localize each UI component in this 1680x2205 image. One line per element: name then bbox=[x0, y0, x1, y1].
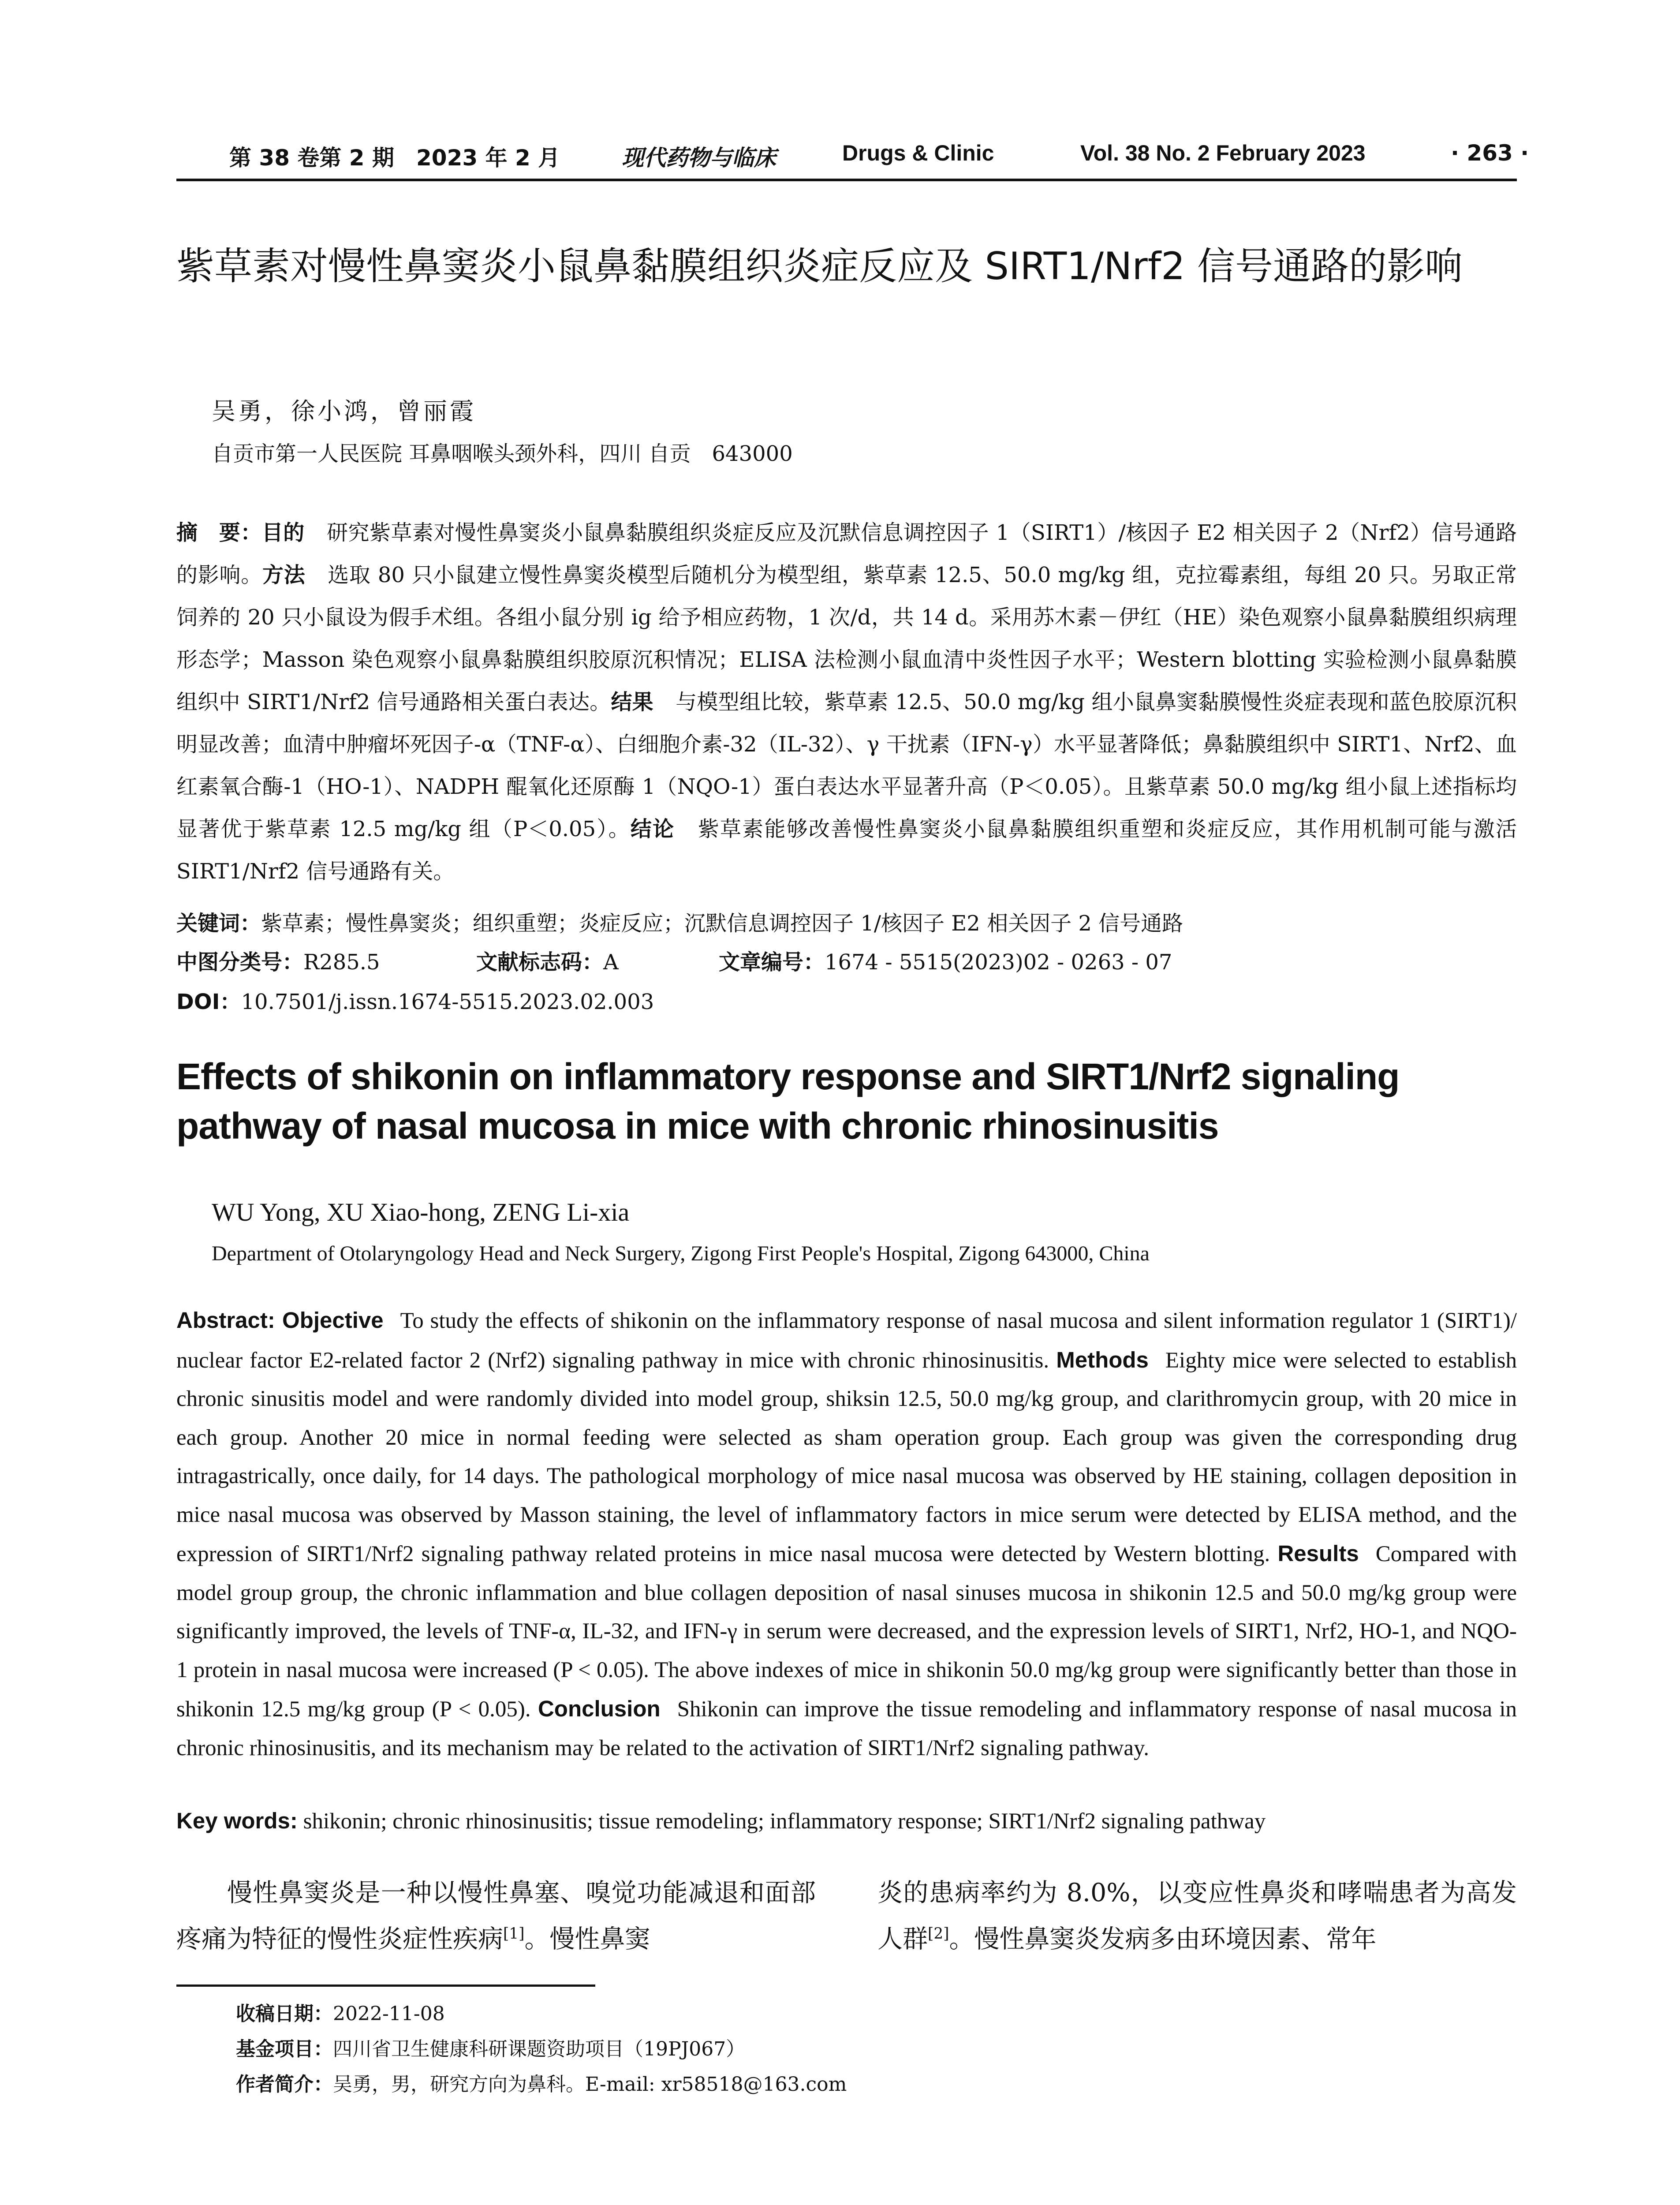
clc-label: 中图分类号： bbox=[176, 950, 304, 975]
en-abstract bbox=[176, 1301, 1517, 1768]
en-results-label: Results bbox=[1277, 1541, 1359, 1566]
zh-affiliation: 自贡市第一人民医院 耳鼻咽喉头颈外科，四川 自贡 643000 bbox=[212, 441, 793, 466]
zh-keywords-text: 紫草素；慢性鼻窦炎；组织重塑；炎症反应；沉默信息调控因子 1/核因子 E2 相关因子 2 信号通路 bbox=[261, 911, 1183, 936]
author-bio-text: 吴勇，男，研究方向为鼻科。E-mail: xr58518@163.com bbox=[333, 2073, 847, 2096]
zh-abstract bbox=[176, 512, 1517, 893]
zh-keywords bbox=[176, 904, 1517, 943]
zh-objective-label: 目的 bbox=[261, 520, 305, 545]
header-journal-en: Drugs & Clinic bbox=[842, 141, 994, 165]
en-methods-text: Eighty mice were selected to establish chronic sinusitis model and were randomly divided into model group, shiksin 12.5, 50.0 mg/kg group, and clarithromycin group, with 20 mice in each group. Another 20 mice in normal feeding were selected as sham operation group. Each group was given the corresponding drug intragastrically, once daily, for 14 days. The pathological morphology of mice nasal mucosa was observed by HE staining, collagen deposition in mice nasal mucosa was observed by Masson staining, the level of inflammatory factors in mice serum were detected by ELISA method, and the expression of SIRT1/Nrf2 signaling pathway related proteins in mice nasal mucosa were detected by Western blotting. bbox=[176, 1348, 1517, 1566]
doi-line bbox=[176, 985, 654, 1015]
doi-value: 10.7501/j.issn.1674-5515.2023.02.003 bbox=[241, 990, 654, 1014]
zh-results-label: 结果 bbox=[611, 690, 653, 714]
body-right-text: 炎的患病率约为 8.0%，以变应性鼻炎和哮喘患者为高发人群 bbox=[877, 1878, 1517, 1954]
article-no-value: 1674 - 5515(2023)02 - 0263 - 07 bbox=[825, 950, 1172, 975]
received-date: 2022-11-08 bbox=[333, 2003, 445, 2025]
en-authors: WU Yong, XU Xiao-hong, ZENG Li-xia bbox=[212, 1198, 630, 1226]
doccode-value: A bbox=[603, 950, 619, 975]
en-abstract-objective-label: Abstract: Objective bbox=[176, 1308, 384, 1333]
body-left-tail: 。慢性鼻窦 bbox=[524, 1925, 650, 1954]
en-conclusion-label: Conclusion bbox=[538, 1696, 661, 1721]
zh-conclusion-text: 紫草素能够改善慢性鼻窦炎小鼠鼻黏膜组织重塑和炎症反应，其作用机制可能与激活 SIRT1/Nrf2 信号通路有关。 bbox=[176, 817, 1517, 884]
body-column-right bbox=[877, 1870, 1517, 1962]
header-page-number: · 263 · bbox=[1451, 140, 1529, 166]
en-methods-label: Methods bbox=[1056, 1347, 1149, 1372]
zh-authors: 吴勇，徐小鸿，曾丽霞 bbox=[212, 397, 476, 425]
zh-methods-text: 选取 80 只小鼠建立慢性鼻窦炎模型后随机分为模型组，紫草素 12.5、50.0 mg/kg 组，克拉霉素组，每组 20 只。另取正常饲养的 20 只小鼠设为假手术组。各组小鼠分别 ig 给予相应药物，1 次/d，共 14 d。采用苏木素－伊红（HE）染色观察小鼠鼻黏膜组织病理形态学；Masson 染色观察小鼠鼻黏膜组织胶原沉积情况；ELISA 法检测小鼠血清中炎性因子水平；Western blotting 实验检测小鼠鼻黏膜组织中 SIRT1/Nrf2 信号通路相关蛋白表达。 bbox=[176, 563, 1517, 714]
footnote-fund bbox=[236, 2033, 745, 2061]
header-issue-zh: 第 38 卷第 2 期 2023 年 2 月 bbox=[229, 145, 560, 171]
en-title: Effects of shikonin on inflammatory response and SIRT1/Nrf2 signaling pathway of nasal mucosa in mice with chronic rhinosinusitis bbox=[176, 1056, 1400, 1147]
en-results-text: Compared with model group group, the chronic inflammation and blue collagen deposition of nasal sinuses mucosa in shikonin 12.5 and 50.0 mg/kg group were significantly improved, the levels of TNF-α, IL-32, and IFN-γ in serum were decreased, and the expression levels of SIRT1, Nrf2, HO-1, and NQO-1 protein in nasal mucosa were increased (P < 0.05). The above indexes of mice in shikonin 50.0 mg/kg group were significantly better than those in shikonin 12.5 mg/kg group (P < 0.05). bbox=[176, 1542, 1517, 1722]
header-journal-zh: 现代药物与临床 bbox=[622, 145, 776, 171]
en-keywords bbox=[176, 1801, 1517, 1841]
en-affiliation: Department of Otolaryngology Head and Neck Surgery, Zigong First People's Hospital, Zigong 643000, China bbox=[212, 1242, 1150, 1265]
en-objective-text: To study the effects of shikonin on the inflammatory response of nasal mucosa and silent information regulator 1 (SIRT1)/ nuclear factor E2-related factor 2 (Nrf2) signaling pathway in mice with chronic rhinosinusitis. bbox=[176, 1308, 1517, 1373]
doi-label: DOI： bbox=[176, 990, 241, 1014]
en-keywords-label: Key words: bbox=[176, 1808, 298, 1833]
clc-value: R285.5 bbox=[303, 950, 380, 975]
zh-keywords-label: 关键词： bbox=[176, 911, 261, 936]
footnote-received bbox=[236, 1998, 445, 2026]
body-column-left bbox=[176, 1870, 816, 1962]
fund-text: 四川省卫生健康科研课题资助项目（19PJ067） bbox=[333, 2038, 746, 2060]
zh-title: 紫草素对慢性鼻窦炎小鼠鼻黏膜组织炎症反应及 SIRT1/Nrf2 信号通路的影响 bbox=[176, 244, 1463, 288]
zh-conclusion-label: 结论 bbox=[630, 817, 675, 841]
ref-2[interactable]: [2] bbox=[928, 1925, 949, 1943]
en-conclusion-text: Shikonin can improve the tissue remodeling and inflammatory response of nasal mucosa in chronic rhinosinusitis, and its mechanism may be related to the activation of SIRT1/Nrf2 signaling pathway. bbox=[176, 1697, 1517, 1760]
received-label: 收稿日期： bbox=[236, 2003, 333, 2025]
body-left-text: 慢性鼻窦炎是一种以慢性鼻塞、嗅觉功能减退和面部疼痛为特征的慢性炎症性疾病 bbox=[176, 1878, 816, 1954]
doccode-label: 文献标志码： bbox=[476, 950, 604, 975]
en-keywords-text: shikonin; chronic rhinosinusitis; tissue remodeling; inflammatory response; SIRT1/Nrf2 signaling pathway bbox=[303, 1809, 1266, 1834]
ref-1[interactable]: [1] bbox=[503, 1925, 525, 1943]
footnote-author bbox=[236, 2068, 847, 2097]
zh-results-text: 与模型组比较，紫草素 12.5、50.0 mg/kg 组小鼠鼻窦黏膜慢性炎症表现和蓝色胶原沉积明显改善；血清中肿瘤坏死因子-α（TNF-α）、白细胞介素-32（IL-32）、γ 干扰素（IFN-γ）水平显著降低；鼻黏膜组织中 SIRT1、Nrf2、血红素氧合酶-1（HO-1）、NADPH 醌氧化还原酶 1（NQO-1）蛋白表达水平显著升高（P＜0.05）。且紫草素 50.0 mg/kg 组小鼠上述指标均显著优于紫草素 12.5 mg/kg 组（P＜0.05）。 bbox=[176, 690, 1517, 841]
zh-abstract-label: 摘 要： bbox=[176, 520, 262, 545]
fund-label: 基金项目： bbox=[236, 2038, 333, 2060]
zh-methods-label: 方法 bbox=[262, 563, 306, 587]
running-header bbox=[176, 140, 1529, 180]
zh-classification-line bbox=[176, 945, 1517, 980]
header-issue-en: Vol. 38 No. 2 February 2023 bbox=[1080, 141, 1366, 165]
article-no-label: 文章编号： bbox=[719, 950, 825, 975]
author-bio-label: 作者简介： bbox=[236, 2073, 333, 2096]
footnote-rule bbox=[176, 1984, 595, 1987]
header-rule bbox=[176, 179, 1517, 181]
body-right-tail: 。慢性鼻窦炎发病多由环境因素、常年 bbox=[949, 1925, 1377, 1954]
zh-objective-text: 研究紫草素对慢性鼻窦炎小鼠鼻黏膜组织炎症反应及沉默信息调控因子 1（SIRT1）/核因子 E2 相关因子 2（Nrf2）信号通路的影响。 bbox=[176, 520, 1517, 587]
